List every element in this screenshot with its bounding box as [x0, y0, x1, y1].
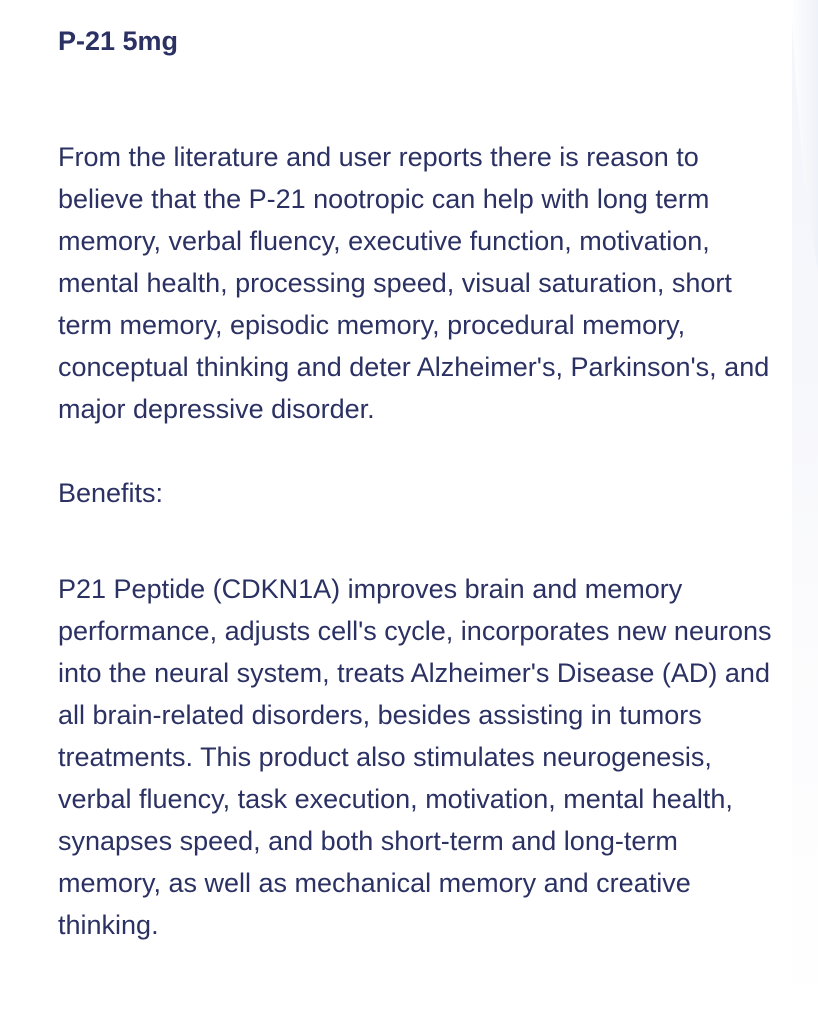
benefits-paragraph: P21 Peptide (CDKN1A) improves brain and memory performance, adjusts cell's cycle, incorporates new neurons into the neural system, treats Alzheimer's Disease (AD) and all brain-related disorders, besides assisting in tumors treatments. This product also stimulates neurogenesis, verbal fluency, task execution, motivation, mental health, synapses speed, and both short-term and long-term memory, as well as mechanical memory and creative thinking. [58, 574, 772, 940]
product-description [58, 20, 778, 946]
intro-paragraph: From the literature and user reports there is reason to believe that the P-21 nootropic can help with long term memory, verbal fluency, executive function, motivation, mental health, processing speed, visual saturation, short term memory, episodic memory, procedural memory, conceptual thinking and deter Alzheimer's, Parkinson's, and major depressive disorder. [58, 142, 770, 424]
product-title: P-21 5mg [58, 26, 179, 56]
right-edge-decoration [792, 0, 818, 1024]
benefits-heading: Benefits: [58, 478, 164, 508]
